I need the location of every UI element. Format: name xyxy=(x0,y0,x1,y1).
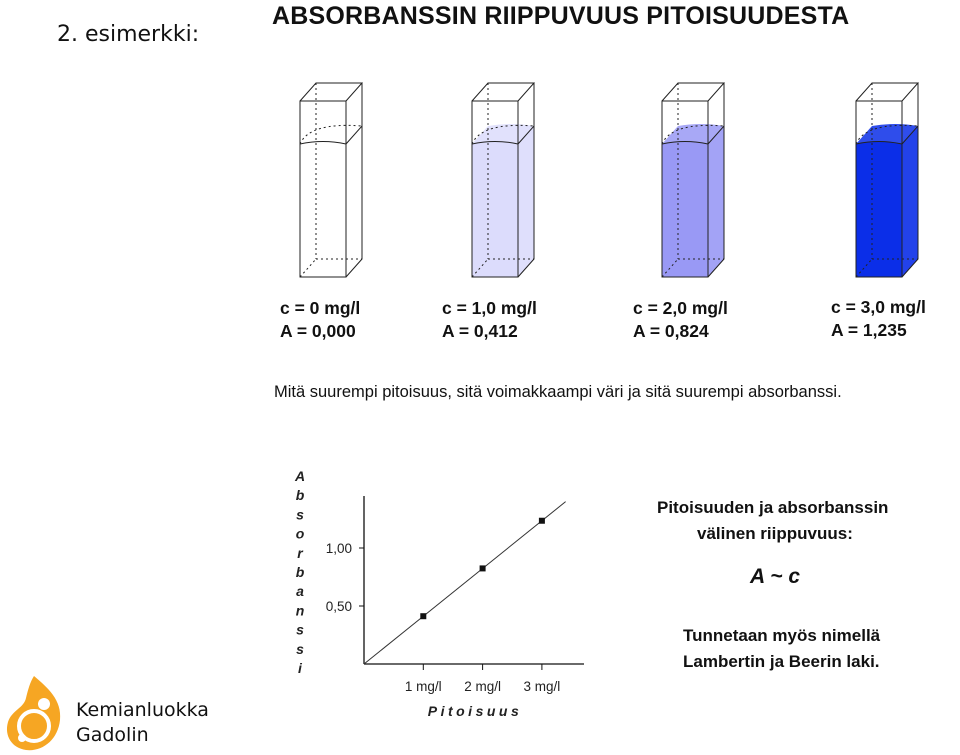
law-note-line2: Lambertin ja Beerin laki. xyxy=(683,652,880,671)
formula: A ~ c xyxy=(750,565,800,588)
concentration-label: c = 1,0 mg/l xyxy=(442,298,537,318)
x-axis-label: Pitoisuus xyxy=(427,703,523,719)
data-point xyxy=(539,518,545,524)
logo-dot-small xyxy=(18,734,26,742)
y-axis-label-letter: b xyxy=(295,487,305,504)
x-tick-label: 1 mg/l xyxy=(404,679,442,694)
trend-line xyxy=(364,502,566,664)
relation-heading xyxy=(657,495,947,547)
relation-heading-line2: välinen riippuvuus: xyxy=(697,524,853,543)
y-axis-label-letter: b xyxy=(295,564,305,580)
law-note-line1: Tunnetaan myös nimellä xyxy=(683,626,881,645)
logo-dot-large xyxy=(38,698,50,710)
y-axis-label-letter: s xyxy=(296,506,304,523)
law-note xyxy=(683,623,880,675)
concentration-label: c = 2,0 mg/l xyxy=(633,298,728,318)
concentration-label: c = 0 mg/l xyxy=(280,298,361,318)
y-axis-label-letter: s xyxy=(296,640,304,657)
y-axis-label-letter: i xyxy=(298,660,302,676)
absorbance-label: A = 1,235 xyxy=(831,320,907,340)
absorbance-label: A = 0,412 xyxy=(442,321,518,341)
data-point xyxy=(480,565,486,571)
gadolin-flame-logo-icon xyxy=(4,674,72,754)
brand-line2: Gadolin xyxy=(76,724,149,746)
x-tick-label: 3 mg/l xyxy=(523,679,561,694)
y-axis-label-letter: s xyxy=(296,621,304,638)
slide-label: 2. esimerkki: xyxy=(57,22,200,47)
y-axis-label-letter: n xyxy=(295,602,305,619)
main-title: ABSORBANSSIN RIIPPUVUUS PITOISUUDESTA xyxy=(272,2,850,30)
y-axis-label-letter: A xyxy=(294,468,306,484)
brand-line1: Kemianluokka xyxy=(76,699,209,721)
caption: Mitä suurempi pitoisuus, sitä voimakkaampi väri ja sitä suurempi absorbanssi. xyxy=(274,383,842,401)
relation-heading-line1: Pitoisuuden ja absorbanssin xyxy=(657,498,889,517)
concentration-label: c = 3,0 mg/l xyxy=(831,297,926,317)
y-axis-label-letter: a xyxy=(296,583,304,600)
absorbance-label: A = 0,824 xyxy=(633,321,709,341)
data-point xyxy=(420,613,426,619)
y-tick-label: 0,50 xyxy=(325,599,352,614)
y-axis-label-letter: r xyxy=(297,544,303,561)
brand-name xyxy=(76,698,209,748)
x-tick-label: 2 mg/l xyxy=(464,679,501,694)
absorbance-label: A = 0,000 xyxy=(280,321,356,341)
y-tick-label: 1,00 xyxy=(325,541,352,556)
y-axis-label-letter: o xyxy=(295,525,305,542)
